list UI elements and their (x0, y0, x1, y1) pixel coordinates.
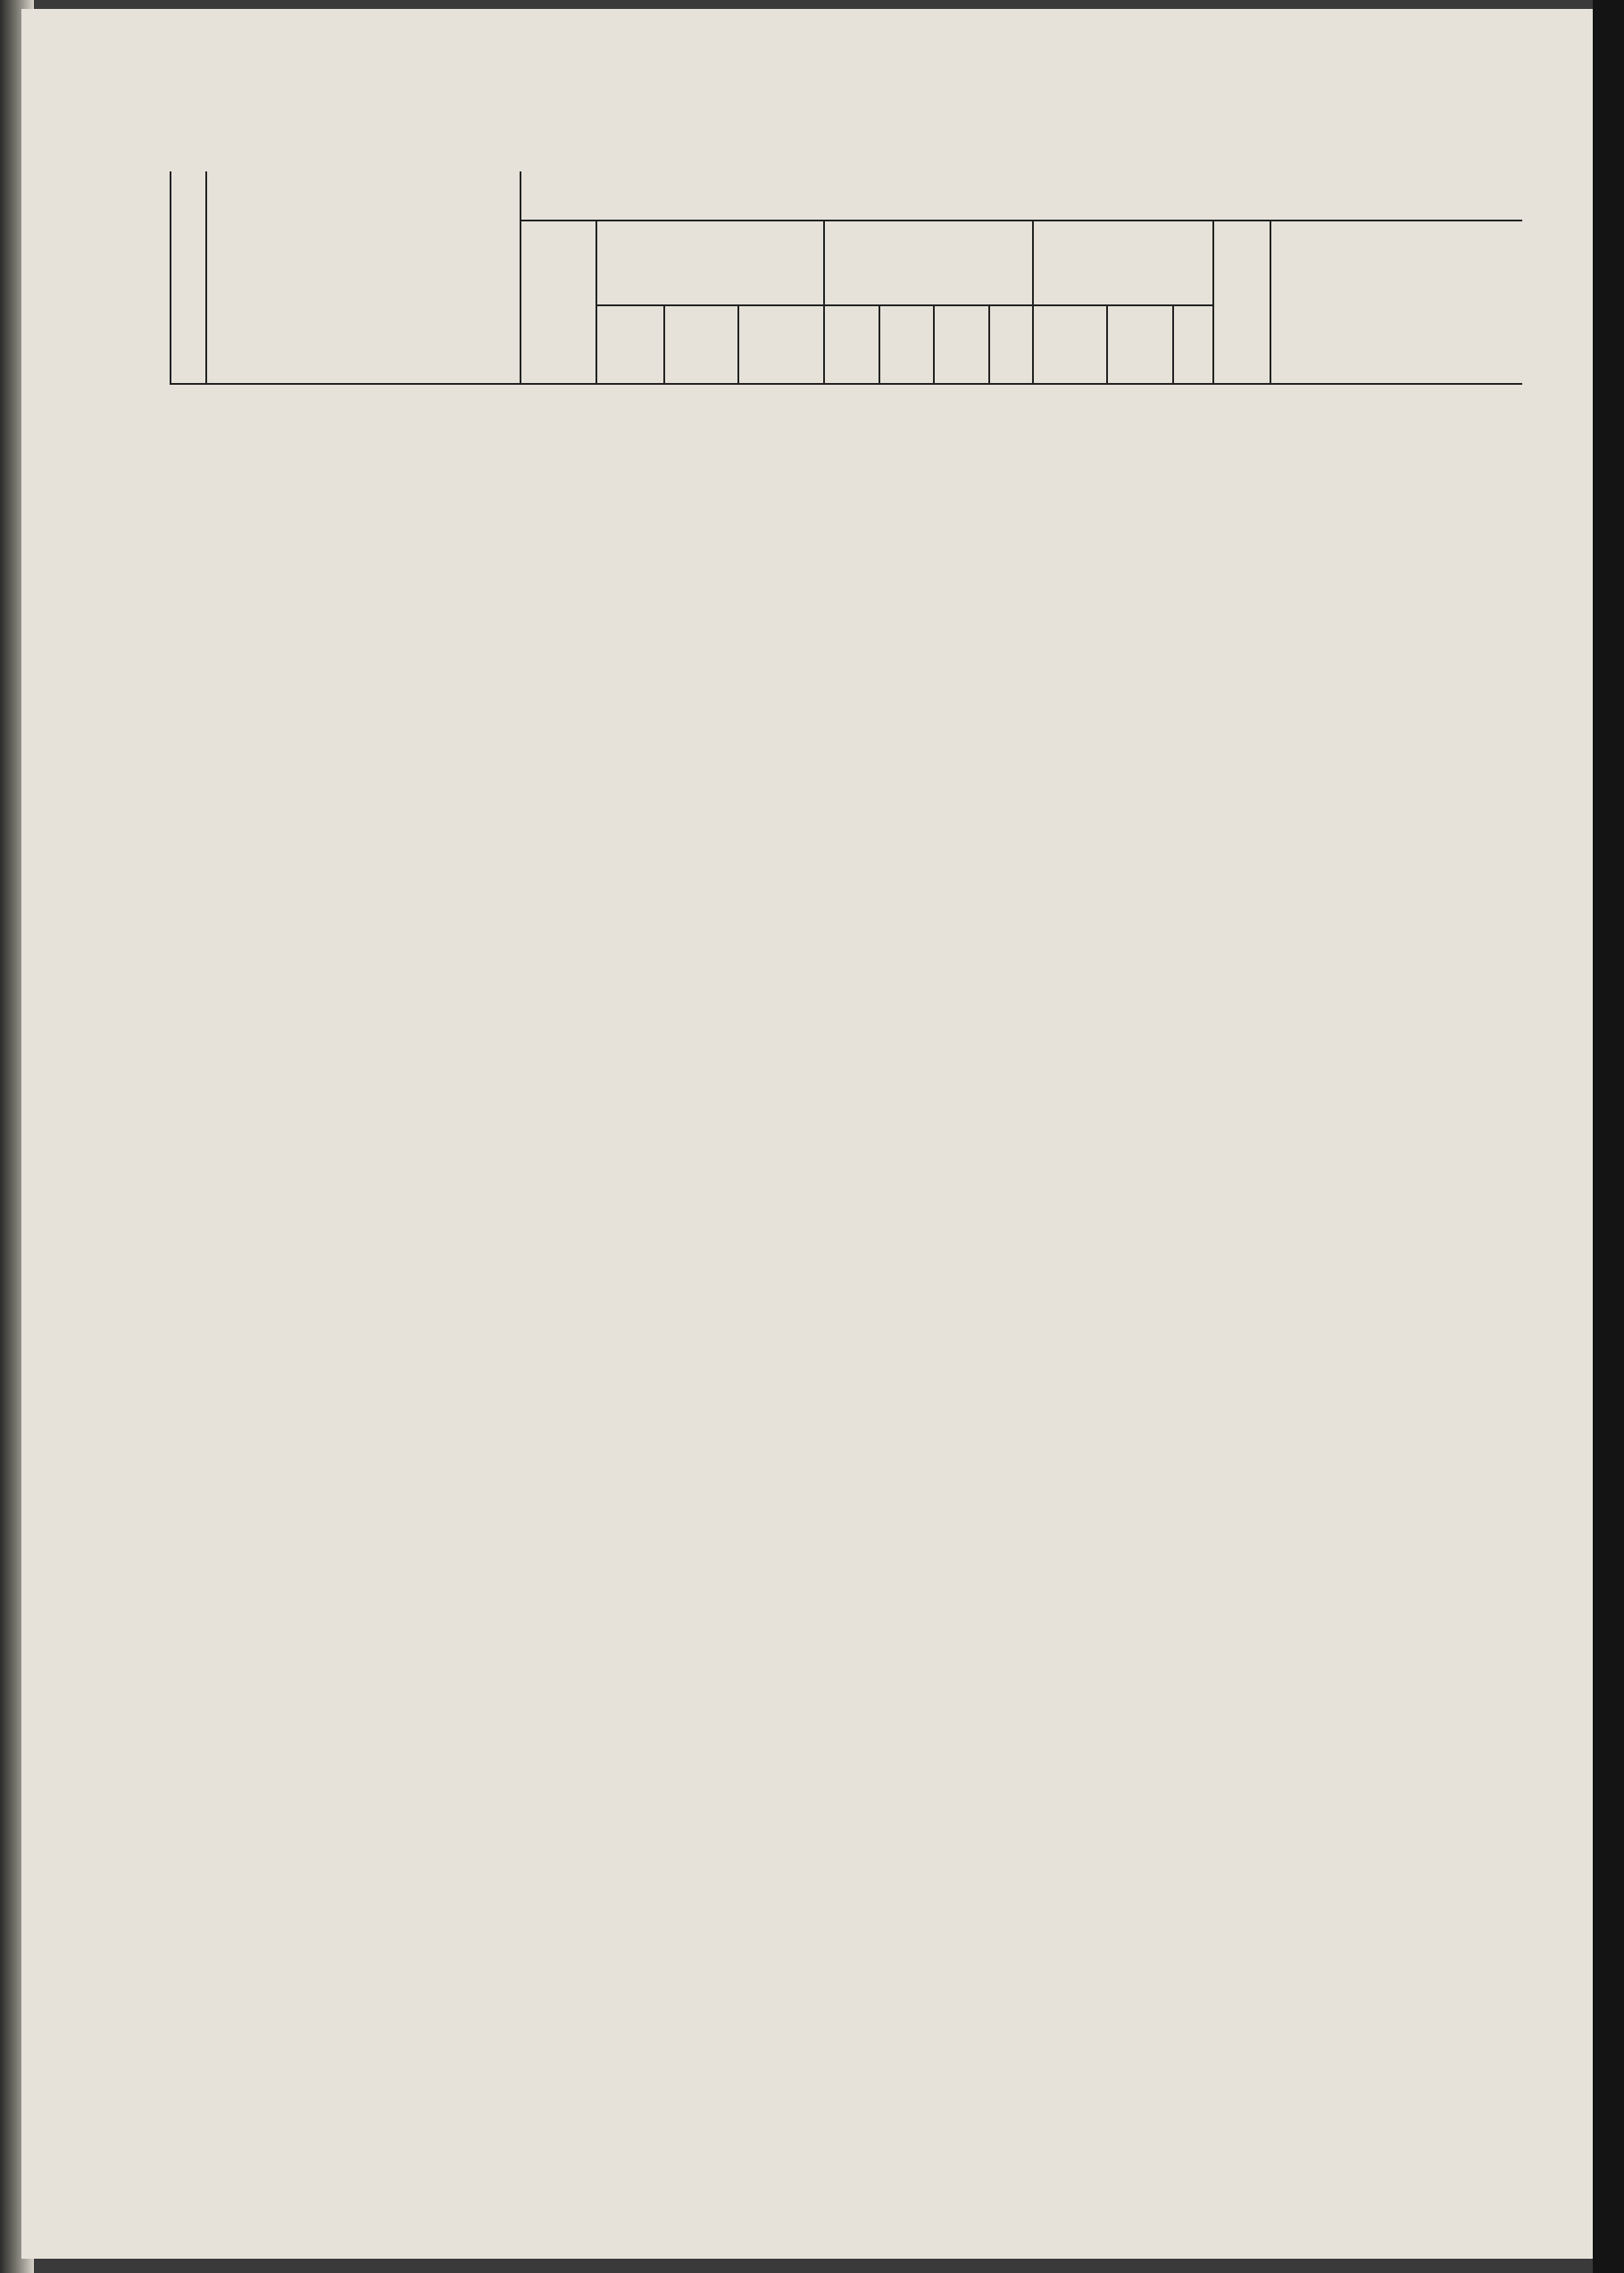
col-header-area (521, 221, 596, 384)
col-header-german (1033, 305, 1107, 384)
col-header-houses (1213, 221, 1270, 384)
col-header-czech (1107, 305, 1173, 384)
col-header-male (596, 305, 665, 384)
col-header-other-lang (1173, 305, 1213, 384)
col-header-confession (824, 221, 1033, 305)
col-header-place (206, 171, 520, 384)
col-header-protestant (879, 305, 935, 384)
col-header-group (521, 171, 1523, 221)
statistics-table (170, 171, 1522, 385)
col-header-total (738, 305, 824, 384)
col-header-nr (171, 171, 206, 384)
col-header-other-conf (989, 305, 1033, 384)
col-header-population (596, 221, 824, 305)
col-header-female (664, 305, 738, 384)
col-header-equipment (1270, 221, 1522, 384)
col-header-language (1033, 221, 1213, 305)
col-header-jewish (934, 305, 989, 384)
col-header-catholic (824, 305, 879, 384)
page-edge (1593, 0, 1624, 2273)
